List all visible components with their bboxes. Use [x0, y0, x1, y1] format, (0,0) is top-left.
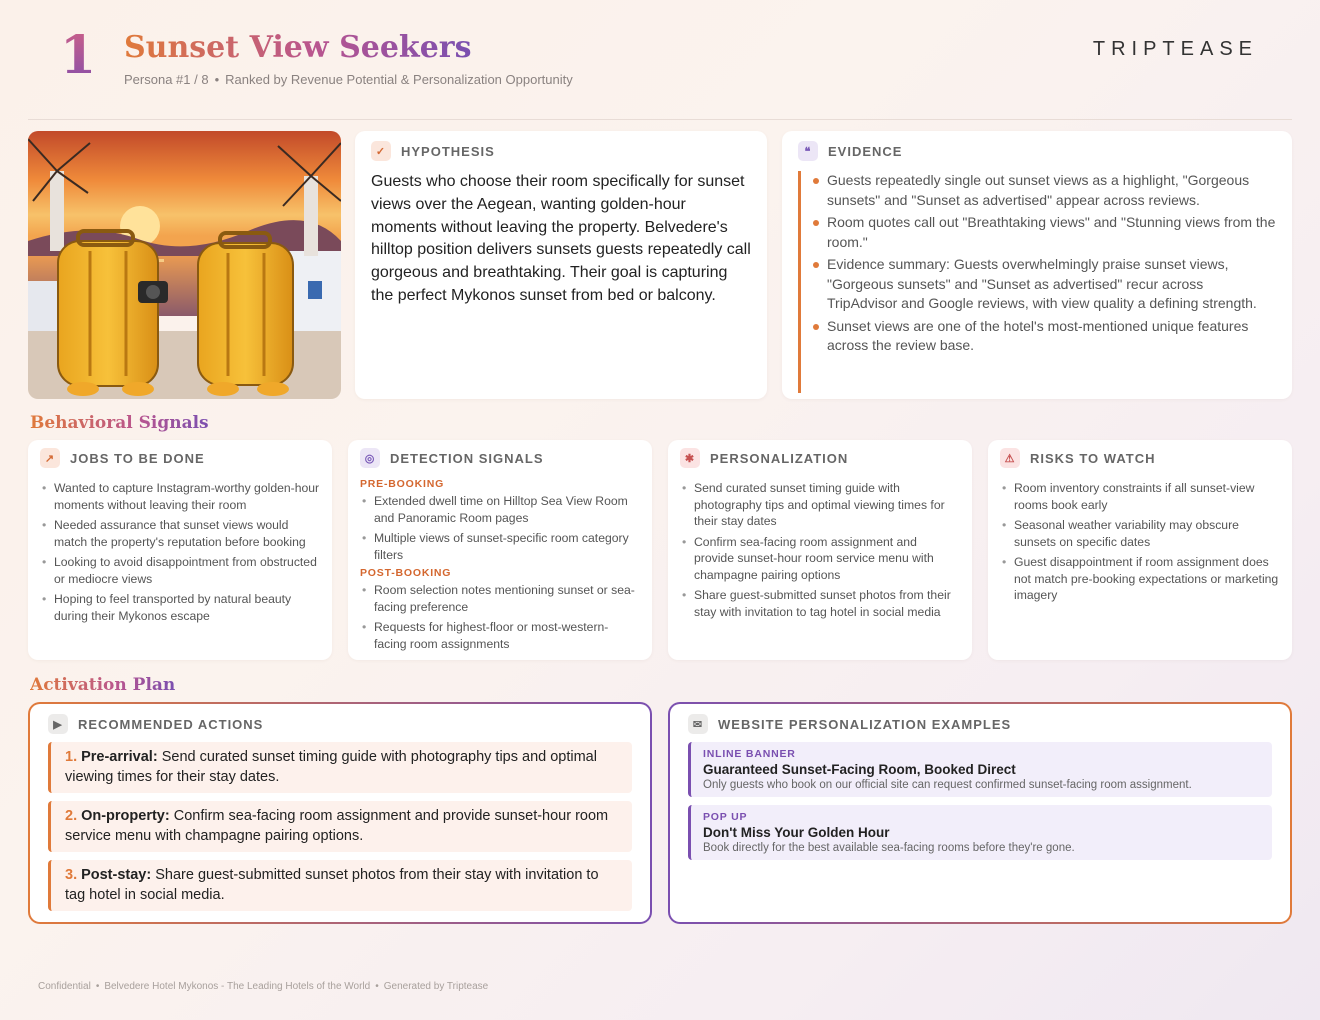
evidence-item: Guests repeatedly single out sunset views as a highlight, "Gorgeous sunsets" and "Sunset as advertised" appear across reviews.	[813, 171, 1276, 210]
action-item	[48, 801, 632, 852]
evidence-item: Room quotes call out "Breathtaking views" and "Stunning views from the room."	[813, 213, 1276, 252]
recommended-heading: RECOMMENDED ACTIONS	[78, 716, 264, 732]
evidence-card	[782, 131, 1292, 399]
recommended-actions-panel	[28, 702, 652, 924]
play-icon: ▶	[48, 714, 68, 734]
example-description: Only guests who book on our official site can request confirmed sunset-facing room assignment.	[703, 779, 1192, 791]
envelope-icon: ✉	[688, 714, 708, 734]
detection-header	[360, 448, 640, 468]
jobs-item: • Hoping to feel transported by natural beauty during their Mykonos escape	[40, 591, 320, 624]
evidence-list-container	[798, 171, 1276, 393]
personalization-header	[680, 448, 960, 468]
personalization-item: • Share guest-submitted sunset photos from their stay with invitation to tag hotel in social media	[680, 587, 960, 620]
hypothesis-text: Guests who choose their room specifically for sunset views over the Aegean, wanting golden-hour moments without leaving the property. Belvedere's hilltop position delivers sunsets guests repeatedly call gorgeous and breathtaking. Their goal is capturing the perfect Mykonos sunset from bed or balcony.	[371, 173, 751, 304]
header-divider	[28, 119, 1292, 120]
action-label: Post-stay:	[81, 867, 152, 883]
post-booking-label: POST-BOOKING	[360, 567, 452, 579]
risks-item: • Room inventory constraints if all sunset-view rooms book early	[1000, 480, 1280, 513]
website-example-pop-up	[688, 805, 1272, 860]
detection-card	[348, 440, 652, 660]
action-label: Pre-arrival:	[81, 749, 158, 765]
footer-separator: •	[95, 981, 100, 992]
evidence-item: Evidence summary: Guests overwhelmingly praise sunset views, "Gorgeous sunsets" and "Sunset as advertised" recur across TripAdvisor and Google reviews, with view quality a defining strength.	[813, 255, 1276, 314]
example-type: POP UP	[703, 811, 748, 823]
footer-separator: •	[375, 981, 379, 992]
website-heading: WEBSITE PERSONALIZATION EXAMPLES	[718, 716, 1012, 732]
hero-illustration	[28, 131, 341, 399]
personalization-list	[680, 480, 960, 620]
personalization-card	[668, 440, 972, 660]
action-number: 2.	[65, 808, 78, 824]
jobs-item: • Wanted to capture Instagram-worthy golden-hour moments without leaving their room	[40, 480, 320, 513]
jobs-list	[40, 480, 320, 624]
recommended-header	[48, 714, 632, 734]
risks-item: • Seasonal weather variability may obscure sunsets on specific dates	[1000, 517, 1280, 550]
jobs-item: • Looking to avoid disappointment from obstructed or mediocre views	[40, 554, 320, 587]
behavioral-signals-title: Behavioral Signals	[30, 413, 209, 433]
action-item	[48, 860, 632, 911]
sunset-suitcases-image	[28, 131, 341, 399]
website-personalization-inner	[670, 704, 1290, 922]
footer-confidential: Confidential	[38, 981, 91, 992]
activation-plan-title: Activation Plan	[30, 675, 176, 695]
detection-item: • Extended dwell time on Hilltop Sea View Room and Panoramic Room pages	[360, 493, 640, 526]
example-type: INLINE BANNER	[703, 748, 796, 760]
action-number: 3.	[65, 867, 78, 883]
action-text: Send curated sunset timing guide with photography tips and optimal viewing times for their stay dates.	[65, 749, 597, 785]
action-item	[48, 742, 632, 793]
hypothesis-card	[355, 131, 767, 399]
action-text: Confirm sea-facing room assignment and provide sunset-hour room service menu with champagne pairing options.	[65, 808, 609, 844]
action-number: 1.	[65, 749, 78, 765]
evidence-heading: EVIDENCE	[828, 143, 903, 159]
brand-logo: TRIPTEASE	[1092, 38, 1258, 60]
detection-item: • Room selection notes mentioning sunset or sea-facing preference	[360, 582, 640, 615]
page-title: Sunset View Seekers	[124, 30, 472, 65]
pre-booking-label: PRE-BOOKING	[360, 478, 445, 490]
arrow-up-right-icon: ↗	[40, 448, 60, 468]
pre-booking-list	[360, 493, 640, 563]
jobs-card	[28, 440, 332, 660]
footer	[38, 981, 488, 992]
example-title: Don't Miss Your Golden Hour	[703, 825, 890, 840]
persona-index: Persona #1 / 8	[124, 72, 209, 87]
page-subtitle	[124, 72, 573, 87]
jobs-item: • Needed assurance that sunset views would match the property's reputation before booking	[40, 517, 320, 550]
evidence-item: Sunset views are one of the hotel's most-mentioned unique features across the review base.	[813, 317, 1276, 356]
footer-generated: Generated by Triptease	[383, 981, 489, 992]
personalization-item: • Send curated sunset timing guide with photography tips and optimal viewing times for their stay dates	[680, 480, 960, 530]
website-personalization-panel	[668, 702, 1292, 924]
jobs-header	[40, 448, 320, 468]
evidence-header	[798, 141, 1276, 161]
example-title: Guaranteed Sunset-Facing Room, Booked Direct	[703, 762, 1016, 777]
risks-card	[988, 440, 1292, 660]
website-example-inline-banner	[688, 742, 1272, 797]
subtitle-separator: •	[214, 72, 220, 87]
personalization-item: • Confirm sea-facing room assignment and provide sunset-hour room service menu with champagne pairing options	[680, 534, 960, 584]
ranking-note: Ranked by Revenue Potential & Personalization Opportunity	[225, 72, 573, 87]
risks-header	[1000, 448, 1280, 468]
risks-list	[1000, 480, 1280, 604]
detection-heading: DETECTION SIGNALS	[390, 450, 544, 466]
risks-heading: RISKS TO WATCH	[1030, 450, 1156, 466]
sparkle-icon: ✱	[680, 448, 700, 468]
recommended-actions-inner	[30, 704, 650, 922]
detection-item: • Multiple views of sunset-specific room category filters	[360, 530, 640, 563]
check-icon: ✓	[371, 141, 391, 161]
example-description: Book directly for the best available sea-facing rooms before they're gone.	[703, 842, 1075, 854]
target-icon: ◎	[360, 448, 380, 468]
action-text: Share guest-submitted sunset photos from their stay with invitation to tag hotel in social media.	[65, 867, 599, 903]
action-label: On-property:	[81, 808, 170, 824]
personalization-heading: PERSONALIZATION	[710, 450, 849, 466]
detection-item: • Requests for highest-floor or most-western-facing room assignments	[360, 619, 640, 652]
website-header	[688, 714, 1272, 734]
post-booking-list	[360, 582, 640, 652]
quote-icon: ❝	[798, 141, 818, 161]
evidence-list	[813, 171, 1276, 356]
risks-item: • Guest disappointment if room assignment does not match pre-booking expectations or marketing imagery	[1000, 554, 1280, 604]
persona-number: 1	[60, 25, 97, 86]
hypothesis-heading: HYPOTHESIS	[401, 143, 495, 159]
hypothesis-header	[371, 141, 751, 161]
jobs-heading: JOBS TO BE DONE	[70, 450, 205, 466]
footer-hotel: Belvedere Hotel Mykonos - The Leading Hotels of the World	[104, 981, 371, 992]
warning-icon: ⚠	[1000, 448, 1020, 468]
